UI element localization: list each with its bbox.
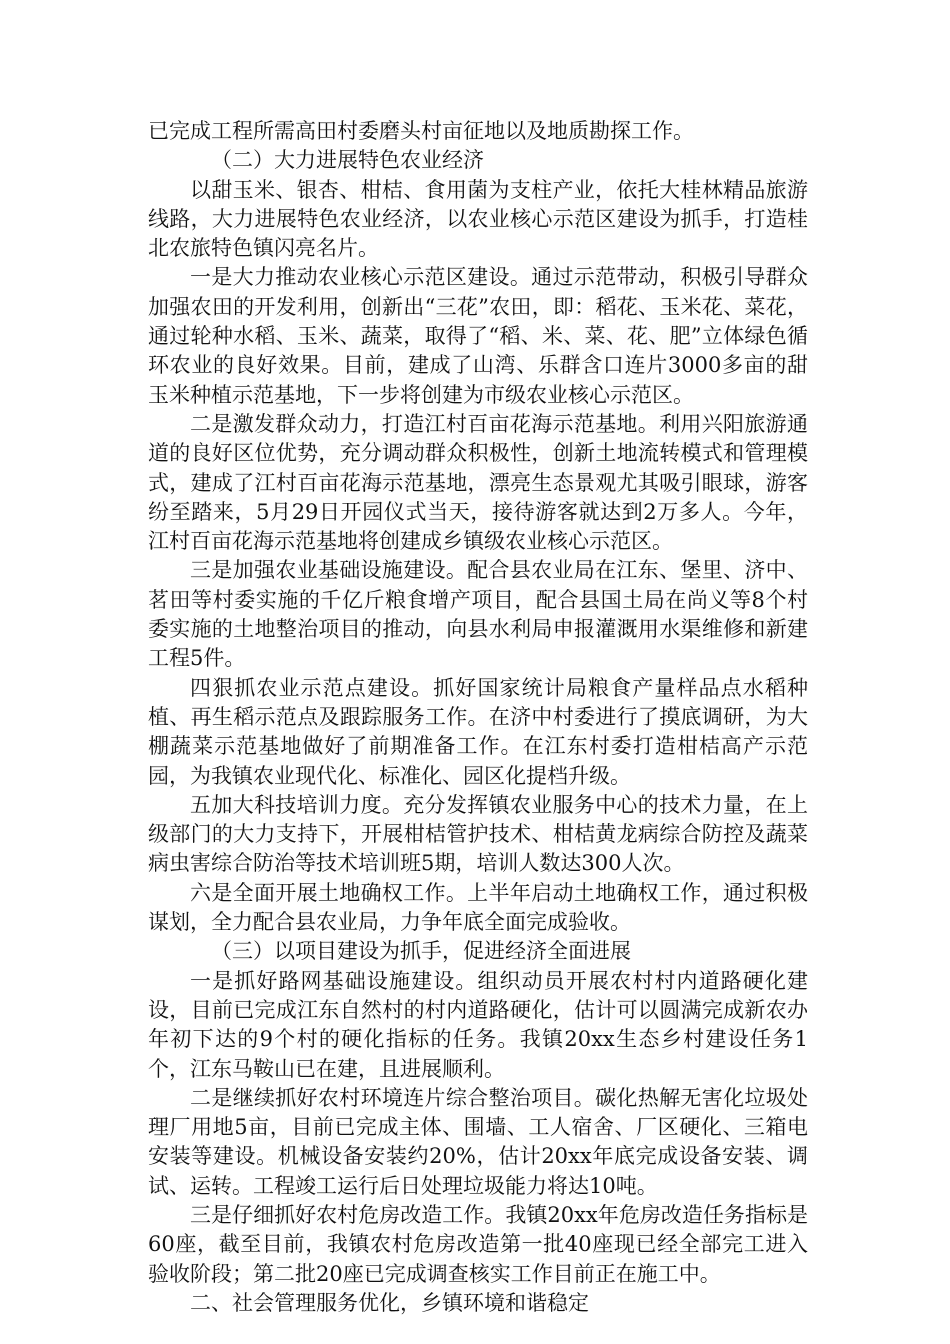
paragraph-environment: 二是继续抓好农村环境连片综合整治项目。碳化热解无害化垃圾处理厂用地5亩，目前已完成主体、围墙、工人宿舍、厂区硬化、三箱电安装等建设。机械设备安装约20%，估计20xx年底完成设备安装、调试、运转。工程竣工运行后日处理垃圾能力将达10吨。 bbox=[148, 1085, 808, 1198]
paragraph-road-network: 一是抓好路网基础设施建设。组织动员开展农村村内道路硬化建设，目前已完成江东自然村的村内道路硬化，估计可以圆满完成新农办年初下达的9个村的硬化指标的任务。我镇20xx生态乡村建设任务1个，江东马鞍山已在建，且进展顺利。 bbox=[148, 968, 808, 1081]
paragraph-flower-base: 二是激发群众动力，打造江村百亩花海示范基地。利用兴阳旅游通道的良好区位优势，充分调动群众积极性，创新土地流转模式和管理模式，建成了江村百亩花海示范基地，漂亮生态景观尤其吸引眼球，游客纷至踏来，5月29日开园仪式当天，接待游客就达到2万多人。今年，江村百亩花海示范基地将创建成乡镇级农业核心示范区。 bbox=[148, 411, 808, 554]
paragraph-housing: 三是仔细抓好农村危房改造工作。我镇20xx年危房改造任务指标是60座，截至目前，我镇农村危房改造第一批40座现已经全部完工进入验收阶段；第二批20座已完成调查核实工作目前正在施工中。 bbox=[148, 1202, 808, 1286]
section-heading-two: （二）大力进展特色农业经济 bbox=[211, 148, 484, 173]
paragraph-land-rights: 六是全面开展土地确权工作。上半年启动土地确权工作，通过积极谋划，全力配合县农业局，力争年底全面完成验收。 bbox=[148, 880, 808, 935]
section-heading-three: （三）以项目建设为抓手，促进经济全面进展 bbox=[211, 939, 631, 964]
document-body bbox=[148, 117, 808, 1318]
paragraph-continuation: 已完成工程所需高田村委磨头村亩征地以及地质勘探工作。 bbox=[148, 119, 694, 143]
section-heading-social: 二、社会管理服务优化，乡镇环境和谐稳定 bbox=[190, 1290, 589, 1315]
paragraph-infrastructure: 三是加强农业基础设施建设。配合县农业局在江东、堡里、济中、茗田等村委实施的千亿斤粮食增产项目，配合县国土局在尚义等8个村委实施的土地整治项目的推动，向县水利局申报灌溉用水渠维修和新建工程5件。 bbox=[148, 558, 808, 671]
paragraph-demo-point: 四狠抓农业示范点建设。抓好国家统计局粮食产量样品点水稻种植、再生稻示范点及跟踪服务工作。在济中村委进行了摸底调研，为大棚蔬菜示范基地做好了前期准备工作。在江东村委打造柑桔高产示范园，为我镇农业现代化、标准化、园区化提档升级。 bbox=[148, 675, 808, 788]
paragraph-training: 五加大科技培训力度。充分发挥镇农业服务中心的技术力量，在上级部门的大力支持下，开展柑桔管护技术、柑桔黄龙病综合防控及蔬菜病虫害综合防治等技术培训班5期，培训人数达300人次。 bbox=[148, 792, 808, 876]
paragraph-industry: 以甜玉米、银杏、柑桔、食用菌为支柱产业，依托大桂林精品旅游线路，大力进展特色农业经济，以农业核心示范区建设为抓手，打造桂北农旅特色镇闪亮名片。 bbox=[148, 177, 808, 261]
paragraph-demo-zone: 一是大力推动农业核心示范区建设。通过示范带动，积极引导群众加强农田的开发利用，创新出“三花”农田，即：稻花、玉米花、菜花，通过轮种水稻、玉米、蔬菜，取得了“稻、米、菜、花、肥”立体绿色循环农业的良好效果。目前，建成了山湾、乐群含口连片3000多亩的甜玉米种植示范基地，下一步将创建为市级农业核心示范区。 bbox=[148, 265, 808, 407]
